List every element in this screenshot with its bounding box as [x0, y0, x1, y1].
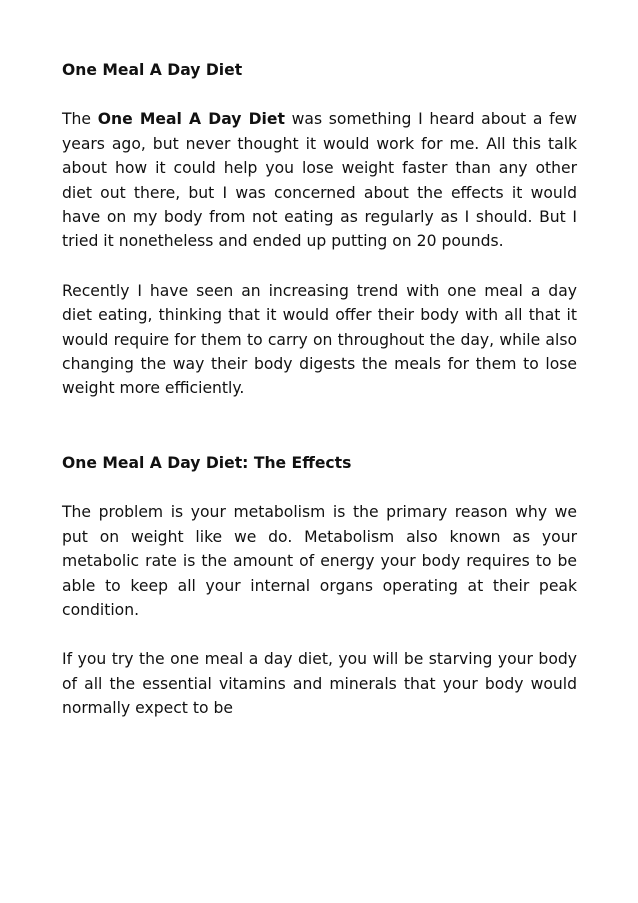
paragraph-intro-bold: One Meal A Day Diet: [97, 110, 285, 129]
document-page: [62, 58, 577, 721]
paragraph-intro-lead: The: [62, 110, 98, 129]
paragraph-intro: [62, 107, 577, 253]
paragraph-intro-rest: was something I heard about a few years ago, but never thought it would work for me. All this talk about how it could help you lose weight faster than any other diet out there, but I was concerned about the effects it would have on my body from not eating as regularly as I should. But I tried it nonetheless and ended up putting on 20 pounds.: [62, 110, 578, 251]
document-title: One Meal A Day Diet: [62, 61, 243, 79]
section-heading-effects: One Meal A Day Diet: The Effects: [62, 453, 352, 472]
paragraph-trend: Recently I have seen an increasing trend with one meal a day diet eating, thinking that it would offer their body with all that it would require for them to carry on throughout the day, while also changing the way their body digests the meals for them to lose weight more efficiently.: [62, 281, 577, 398]
paragraph-starving: If you try the one meal a day diet, you will be starving your body of all the essential vitamins and minerals that your body would normally expect to be: [62, 650, 577, 718]
paragraph-metabolism: The problem is your metabolism is the primary reason why we put on weight like we do. Metabolism also known as your metabolic rate is the amount of energy your body requires to be able to keep all your internal organs operating at their peak condition.: [62, 503, 577, 619]
